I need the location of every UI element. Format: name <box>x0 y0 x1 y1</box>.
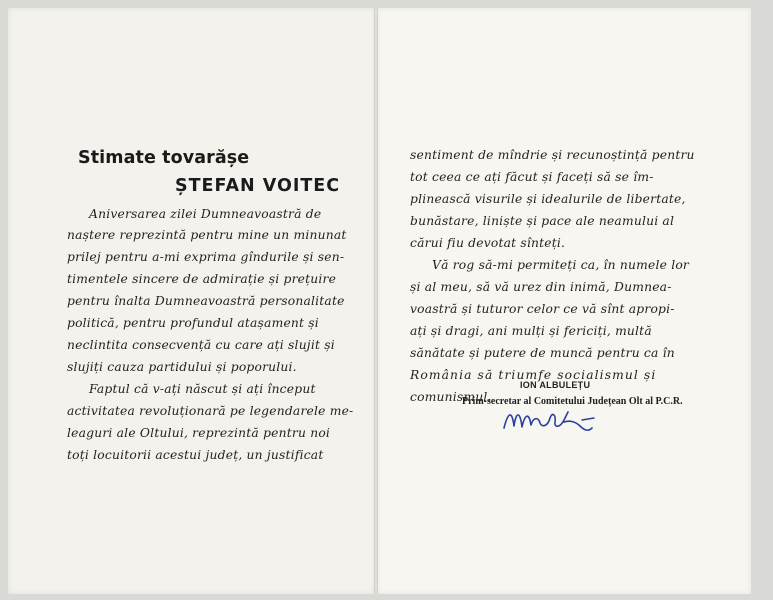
left-body-line: leaguri ale Oltului, reprezintă pentru noi <box>67 426 331 440</box>
right-body-line: bunăstare, liniște și pace ale neamului al <box>410 214 675 228</box>
right-body-line: România să triumfe socialismul și <box>410 368 657 382</box>
left-body-line: toți locuitorii acestui județ, un justificat <box>67 448 324 462</box>
page-fold <box>374 8 378 594</box>
right-body-line: tot ceea ce ați făcut și faceți să se îm- <box>410 170 654 184</box>
left-body-line: prilej pentru a-mi exprima gîndurile și sen- <box>67 250 345 264</box>
left-body-line: slujiți cauza partidului și poporului. <box>67 360 297 374</box>
left-body-line: naștere reprezintă pentru mine un minunat <box>67 228 347 242</box>
right-body-line: ați și dragi, ani mulți și fericiți, multă <box>410 324 652 338</box>
left-body-line: politică, pentru profundul atașament și <box>67 316 319 330</box>
left-body-line: timentele sincere de admirație și prețuire <box>67 272 337 286</box>
salutation-heading: Stimate tovarășe <box>78 148 250 168</box>
left-body-line: Aniversarea zilei Dumneavoastră de <box>89 207 322 221</box>
handwritten-signature <box>498 398 628 438</box>
right-body-line: sănătate și putere de muncă pentru ca în <box>410 346 675 360</box>
right-body-line: comunismul. <box>410 390 492 404</box>
right-body-line: voastră și tuturor celor ce vă sînt apropi- <box>410 302 675 316</box>
right-body-line: sentiment de mîndrie și recunoștință pentru <box>410 148 695 162</box>
left-body-line: Faptul că v-ați născut și ați început <box>89 382 316 396</box>
sender-name: ION ALBULEȚU <box>520 380 591 390</box>
right-body-line: Vă rog să-mi permiteți ca, în numele lor <box>432 258 690 272</box>
right-body-line: și al meu, să vă urez din inimă, Dumnea- <box>410 280 672 294</box>
left-body-line: neclintita consecvență cu care ați slujit și <box>67 338 335 352</box>
right-page <box>377 8 751 594</box>
right-body-line: plinească visurile și idealurile de libertate, <box>410 192 686 206</box>
right-body-line: cărui fiu devotat sînteți. <box>410 236 566 250</box>
sender-title: Prim-secretar al Comitetului Județean Olt al P.C.R. <box>462 396 683 407</box>
left-body-line: pentru înalta Dumneavoastră personalitate <box>67 294 345 308</box>
addressee-name: ȘTEFAN VOITEC <box>175 176 341 196</box>
left-body-line: activitatea revoluționară pe legendarele me- <box>67 404 354 418</box>
